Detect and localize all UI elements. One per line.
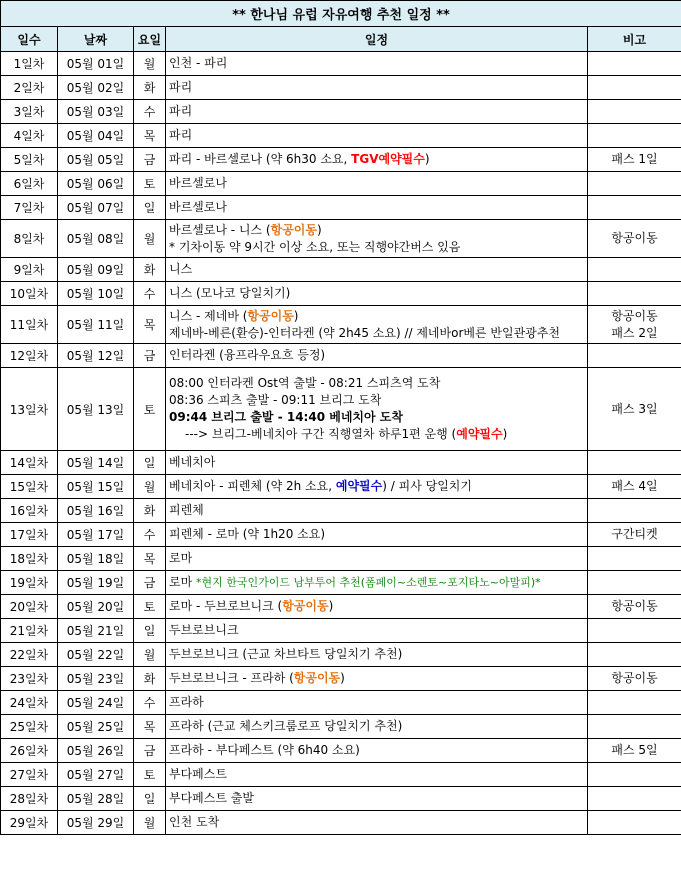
weekday-cell: 금 — [134, 739, 166, 763]
weekday-cell: 금 — [134, 344, 166, 368]
table-row — [1, 595, 681, 619]
table-row — [1, 196, 681, 220]
schedule-line — [169, 502, 587, 519]
schedule-cell — [166, 667, 588, 691]
schedule-line — [169, 478, 587, 495]
weekday-cell: 목 — [134, 306, 166, 344]
date-cell: 05월 23일 — [58, 667, 134, 691]
schedule-text: 파리 — [169, 80, 193, 94]
schedule-line — [169, 175, 587, 192]
schedule-line — [169, 742, 587, 759]
note-cell — [588, 451, 681, 475]
header-note: 비고 — [588, 27, 681, 52]
date-cell: 05월 20일 — [58, 595, 134, 619]
schedule-text: 파리 - 바르셀로나 (약 6h30 소요, — [169, 152, 352, 166]
table-row — [1, 368, 681, 451]
schedule-line — [169, 308, 587, 325]
table-row — [1, 148, 681, 172]
note-cell — [588, 282, 681, 306]
weekday-cell: 월 — [134, 220, 166, 258]
schedule-text: ) — [316, 222, 322, 237]
table-row — [1, 691, 681, 715]
day-cell: 6일차 — [1, 172, 58, 196]
note-cell — [588, 547, 681, 571]
note-text: 구간티켓 — [611, 527, 658, 541]
date-cell: 05월 03일 — [58, 100, 134, 124]
schedule-text: 로마 - 두브로브니크 ( — [169, 599, 283, 613]
schedule-cell — [166, 100, 588, 124]
schedule-text: ---> 브리그-베네치아 구간 직행열차 하루1편 운행 ( — [185, 427, 457, 441]
day-cell: 17일차 — [1, 523, 58, 547]
schedule-line — [169, 790, 587, 807]
table-row — [1, 124, 681, 148]
schedule-cell — [166, 258, 588, 282]
schedule-line — [169, 392, 587, 409]
schedule-line — [169, 598, 587, 615]
schedule-highlight: 예약필수 — [456, 427, 503, 441]
note-text: 항공이동 — [611, 599, 658, 613]
table-row — [1, 172, 681, 196]
schedule-text: 프라하 - 부다페스트 (약 6h40 소요) — [169, 743, 360, 757]
note-text: 항공이동 — [611, 231, 658, 245]
date-cell: 05월 06일 — [58, 172, 134, 196]
date-cell: 05월 02일 — [58, 76, 134, 100]
schedule-text: 바르셀로나 — [169, 176, 227, 190]
weekday-cell: 일 — [134, 451, 166, 475]
weekday-cell: 화 — [134, 76, 166, 100]
note-cell — [588, 100, 681, 124]
note-text: 패스 2일 — [611, 325, 658, 340]
weekday-cell: 수 — [134, 523, 166, 547]
schedule-cell — [166, 523, 588, 547]
note-text: 항공이동 — [611, 308, 658, 323]
schedule-text: 제네바-베른(환승)-인터라켄 (약 2h45 소요) // 제네바or베른 반일관광추천 — [169, 325, 560, 340]
date-cell: 05월 01일 — [58, 52, 134, 76]
weekday-cell: 월 — [134, 811, 166, 835]
schedule-cell — [166, 124, 588, 148]
schedule-text: 바르셀로나 — [169, 200, 227, 214]
note-cell — [588, 76, 681, 100]
weekday-cell: 토 — [134, 368, 166, 451]
header-row — [1, 27, 681, 52]
weekday-cell: 토 — [134, 763, 166, 787]
schedule-highlight: TGV예약필수 — [351, 152, 425, 166]
schedule-text: 니스 (모나코 당일치기) — [169, 286, 291, 300]
date-cell: 05월 21일 — [58, 619, 134, 643]
weekday-cell: 목 — [134, 547, 166, 571]
day-cell: 12일차 — [1, 344, 58, 368]
schedule-line — [169, 222, 587, 239]
note-cell — [588, 475, 681, 499]
weekday-cell: 화 — [134, 258, 166, 282]
day-cell: 9일차 — [1, 258, 58, 282]
day-cell: 22일차 — [1, 643, 58, 667]
schedule-highlight: 항공이동 — [270, 222, 317, 237]
day-cell: 16일차 — [1, 499, 58, 523]
weekday-cell: 수 — [134, 100, 166, 124]
date-cell: 05월 14일 — [58, 451, 134, 475]
weekday-cell: 월 — [134, 475, 166, 499]
day-cell: 28일차 — [1, 787, 58, 811]
schedule-line — [169, 151, 587, 168]
schedule-cell — [166, 76, 588, 100]
note-cell — [588, 124, 681, 148]
schedule-line — [169, 550, 587, 567]
day-cell: 13일차 — [1, 368, 58, 451]
note-cell — [588, 344, 681, 368]
date-cell: 05월 25일 — [58, 715, 134, 739]
note-cell — [588, 52, 681, 76]
schedule-text: ) — [424, 152, 430, 166]
schedule-cell — [166, 282, 588, 306]
weekday-cell: 토 — [134, 595, 166, 619]
date-cell: 05월 28일 — [58, 787, 134, 811]
day-cell: 1일차 — [1, 52, 58, 76]
note-cell — [588, 220, 681, 258]
table-row — [1, 715, 681, 739]
schedule-cell — [166, 595, 588, 619]
header-schedule: 일정 — [166, 27, 588, 52]
schedule-line — [169, 325, 587, 342]
table-row — [1, 787, 681, 811]
note-cell — [588, 811, 681, 835]
note-cell — [588, 258, 681, 282]
schedule-highlight: 예약필수 — [335, 479, 383, 493]
weekday-cell: 토 — [134, 172, 166, 196]
schedule-line — [169, 670, 587, 687]
note-cell — [588, 667, 681, 691]
schedule-cell — [166, 499, 588, 523]
note-cell — [588, 715, 681, 739]
schedule-text: 니스 — [169, 262, 193, 276]
schedule-cell — [166, 715, 588, 739]
weekday-cell: 금 — [134, 571, 166, 595]
date-cell: 05월 13일 — [58, 368, 134, 451]
schedule-cell — [166, 739, 588, 763]
table-row — [1, 643, 681, 667]
weekday-cell: 월 — [134, 643, 166, 667]
note-cell — [588, 571, 681, 595]
day-cell: 7일차 — [1, 196, 58, 220]
table-row — [1, 100, 681, 124]
page-title: ** 한나님 유럽 자유여행 추천 일정 ** — [1, 1, 681, 27]
day-cell: 23일차 — [1, 667, 58, 691]
schedule-text: 두브로브니크 — [169, 623, 239, 637]
table-row — [1, 523, 681, 547]
note-cell — [588, 172, 681, 196]
date-cell: 05월 08일 — [58, 220, 134, 258]
date-cell: 05월 26일 — [58, 739, 134, 763]
schedule-text: 로마 — [169, 551, 193, 565]
date-cell: 05월 29일 — [58, 811, 134, 835]
table-row — [1, 763, 681, 787]
table-row — [1, 547, 681, 571]
schedule-highlight: 항공이동 — [282, 599, 329, 613]
date-cell: 05월 11일 — [58, 306, 134, 344]
date-cell: 05월 05일 — [58, 148, 134, 172]
weekday-cell: 일 — [134, 619, 166, 643]
table-row — [1, 258, 681, 282]
schedule-cell — [166, 787, 588, 811]
table-row — [1, 220, 681, 258]
schedule-line — [169, 79, 587, 96]
day-cell: 5일차 — [1, 148, 58, 172]
day-cell: 21일차 — [1, 619, 58, 643]
itinerary-body — [1, 52, 681, 835]
note-text: 항공이동 — [611, 671, 658, 685]
note-text: 패스 5일 — [611, 743, 658, 757]
day-cell: 29일차 — [1, 811, 58, 835]
schedule-cell — [166, 306, 588, 344]
note-cell — [588, 196, 681, 220]
schedule-line — [169, 375, 587, 392]
date-cell: 05월 17일 — [58, 523, 134, 547]
day-cell: 20일차 — [1, 595, 58, 619]
note-cell — [588, 619, 681, 643]
table-row — [1, 811, 681, 835]
schedule-text: 니스 - 제네바 ( — [169, 308, 248, 323]
schedule-text: 프라하 — [169, 695, 204, 709]
schedule-highlight: *현지 한국인가이드 남부투어 추천(폼페이~소렌토~포지타노~아말피)* — [196, 576, 541, 589]
day-cell: 19일차 — [1, 571, 58, 595]
date-cell: 05월 04일 — [58, 124, 134, 148]
note-cell — [588, 691, 681, 715]
schedule-line — [169, 261, 587, 278]
schedule-text: ) / 피사 당일치기 — [382, 479, 472, 493]
date-cell: 05월 10일 — [58, 282, 134, 306]
schedule-text: 인천 - 파리 — [169, 56, 228, 70]
weekday-cell: 화 — [134, 667, 166, 691]
schedule-cell — [166, 220, 588, 258]
schedule-cell — [166, 172, 588, 196]
day-cell: 4일차 — [1, 124, 58, 148]
day-cell: 14일차 — [1, 451, 58, 475]
schedule-cell — [166, 148, 588, 172]
schedule-cell — [166, 643, 588, 667]
weekday-cell: 수 — [134, 691, 166, 715]
weekday-cell: 목 — [134, 124, 166, 148]
schedule-line — [169, 814, 587, 831]
schedule-highlight: 항공이동 — [293, 671, 341, 685]
schedule-cell — [166, 196, 588, 220]
weekday-cell: 일 — [134, 787, 166, 811]
schedule-cell — [166, 344, 588, 368]
day-cell: 10일차 — [1, 282, 58, 306]
schedule-text: 프라하 (근교 체스키크룸로프 당일치기 추천) — [169, 719, 403, 733]
schedule-text: 인터라켄 (융프라우요흐 등정) — [169, 348, 326, 362]
schedule-cell — [166, 763, 588, 787]
schedule-text: 파리 — [169, 104, 193, 118]
schedule-line — [169, 694, 587, 711]
schedule-text: ) — [293, 308, 299, 323]
weekday-cell: 수 — [134, 282, 166, 306]
weekday-cell: 목 — [134, 715, 166, 739]
day-cell: 24일차 — [1, 691, 58, 715]
date-cell: 05월 18일 — [58, 547, 134, 571]
date-cell: 05월 16일 — [58, 499, 134, 523]
note-cell — [588, 148, 681, 172]
table-row — [1, 76, 681, 100]
schedule-highlight: 09:44 브리그 출발 - 14:40 베네치아 도착 — [169, 410, 403, 424]
schedule-text: 두브로브니크 - 프라하 ( — [169, 671, 294, 685]
schedule-cell — [166, 571, 588, 595]
schedule-text: ) — [502, 427, 508, 441]
day-cell: 8일차 — [1, 220, 58, 258]
table-row — [1, 475, 681, 499]
day-cell: 27일차 — [1, 763, 58, 787]
schedule-text: 08:36 스피츠 출발 - 09:11 브리그 도착 — [169, 393, 382, 407]
date-cell: 05월 07일 — [58, 196, 134, 220]
note-text: 패스 1일 — [611, 152, 658, 166]
weekday-cell: 금 — [134, 148, 166, 172]
schedule-cell — [166, 619, 588, 643]
schedule-line — [169, 127, 587, 144]
day-cell: 25일차 — [1, 715, 58, 739]
note-cell — [588, 306, 681, 344]
schedule-text: 피렌체 — [169, 503, 204, 517]
schedule-cell — [166, 547, 588, 571]
day-cell: 2일차 — [1, 76, 58, 100]
table-row — [1, 344, 681, 368]
note-cell — [588, 787, 681, 811]
day-cell: 15일차 — [1, 475, 58, 499]
schedule-line — [169, 454, 587, 471]
schedule-line — [169, 103, 587, 120]
schedule-line — [169, 426, 587, 443]
weekday-cell: 일 — [134, 196, 166, 220]
header-day: 일수 — [1, 27, 58, 52]
schedule-text: 부다페스트 출발 — [169, 791, 254, 805]
schedule-line — [169, 526, 587, 543]
schedule-cell — [166, 691, 588, 715]
note-cell — [588, 595, 681, 619]
schedule-text: 두브로브니크 (근교 차브타트 당일치기 추천) — [169, 647, 403, 661]
schedule-text: 부다페스트 — [169, 767, 227, 781]
note-cell — [588, 523, 681, 547]
table-row — [1, 52, 681, 76]
schedule-text: ) — [328, 599, 334, 613]
header-date: 날짜 — [58, 27, 134, 52]
schedule-line — [169, 409, 587, 426]
schedule-text: 베네치아 — [169, 455, 216, 469]
schedule-cell — [166, 811, 588, 835]
table-row — [1, 619, 681, 643]
table-row — [1, 306, 681, 344]
table-row — [1, 282, 681, 306]
date-cell: 05월 24일 — [58, 691, 134, 715]
table-row — [1, 499, 681, 523]
schedule-line — [169, 239, 587, 256]
schedule-line — [169, 646, 587, 663]
schedule-line — [169, 285, 587, 302]
schedule-line — [169, 622, 587, 639]
schedule-line — [169, 199, 587, 216]
date-cell: 05월 09일 — [58, 258, 134, 282]
header-weekday: 요일 — [134, 27, 166, 52]
schedule-line — [169, 574, 587, 591]
weekday-cell: 월 — [134, 52, 166, 76]
note-cell — [588, 763, 681, 787]
table-row — [1, 667, 681, 691]
note-text: 패스 3일 — [611, 401, 658, 416]
schedule-text: * 기차이동 약 9시간 이상 소요, 또는 직행야간버스 있음 — [169, 239, 461, 254]
schedule-text: 08:00 인터라켄 Ost역 출발 - 08:21 스피츠역 도착 — [169, 376, 441, 390]
schedule-line — [169, 55, 587, 72]
schedule-line — [169, 347, 587, 364]
weekday-cell: 화 — [134, 499, 166, 523]
schedule-text: 바르셀로나 - 니스 ( — [169, 222, 271, 237]
schedule-cell — [166, 451, 588, 475]
note-cell — [588, 499, 681, 523]
day-cell: 11일차 — [1, 306, 58, 344]
day-cell: 3일차 — [1, 100, 58, 124]
date-cell: 05월 15일 — [58, 475, 134, 499]
date-cell: 05월 27일 — [58, 763, 134, 787]
note-cell — [588, 739, 681, 763]
date-cell: 05월 12일 — [58, 344, 134, 368]
schedule-text: 인천 도착 — [169, 815, 220, 829]
date-cell: 05월 19일 — [58, 571, 134, 595]
day-cell: 26일차 — [1, 739, 58, 763]
table-row — [1, 451, 681, 475]
schedule-cell — [166, 368, 588, 451]
schedule-cell — [166, 52, 588, 76]
schedule-text: ) — [340, 671, 345, 685]
note-cell — [588, 368, 681, 451]
table-row — [1, 571, 681, 595]
date-cell: 05월 22일 — [58, 643, 134, 667]
note-text: 패스 4일 — [611, 479, 658, 493]
schedule-text: 파리 — [169, 128, 193, 142]
schedule-text: 로마 — [169, 575, 196, 589]
schedule-line — [169, 718, 587, 735]
schedule-cell — [166, 475, 588, 499]
day-cell: 18일차 — [1, 547, 58, 571]
schedule-text: 베네치아 - 피렌체 (약 2h 소요, — [169, 479, 336, 493]
note-cell — [588, 643, 681, 667]
schedule-highlight: 항공이동 — [247, 308, 294, 323]
schedule-text: 피렌체 - 로마 (약 1h20 소요) — [169, 527, 326, 541]
table-row — [1, 739, 681, 763]
schedule-line — [169, 766, 587, 783]
